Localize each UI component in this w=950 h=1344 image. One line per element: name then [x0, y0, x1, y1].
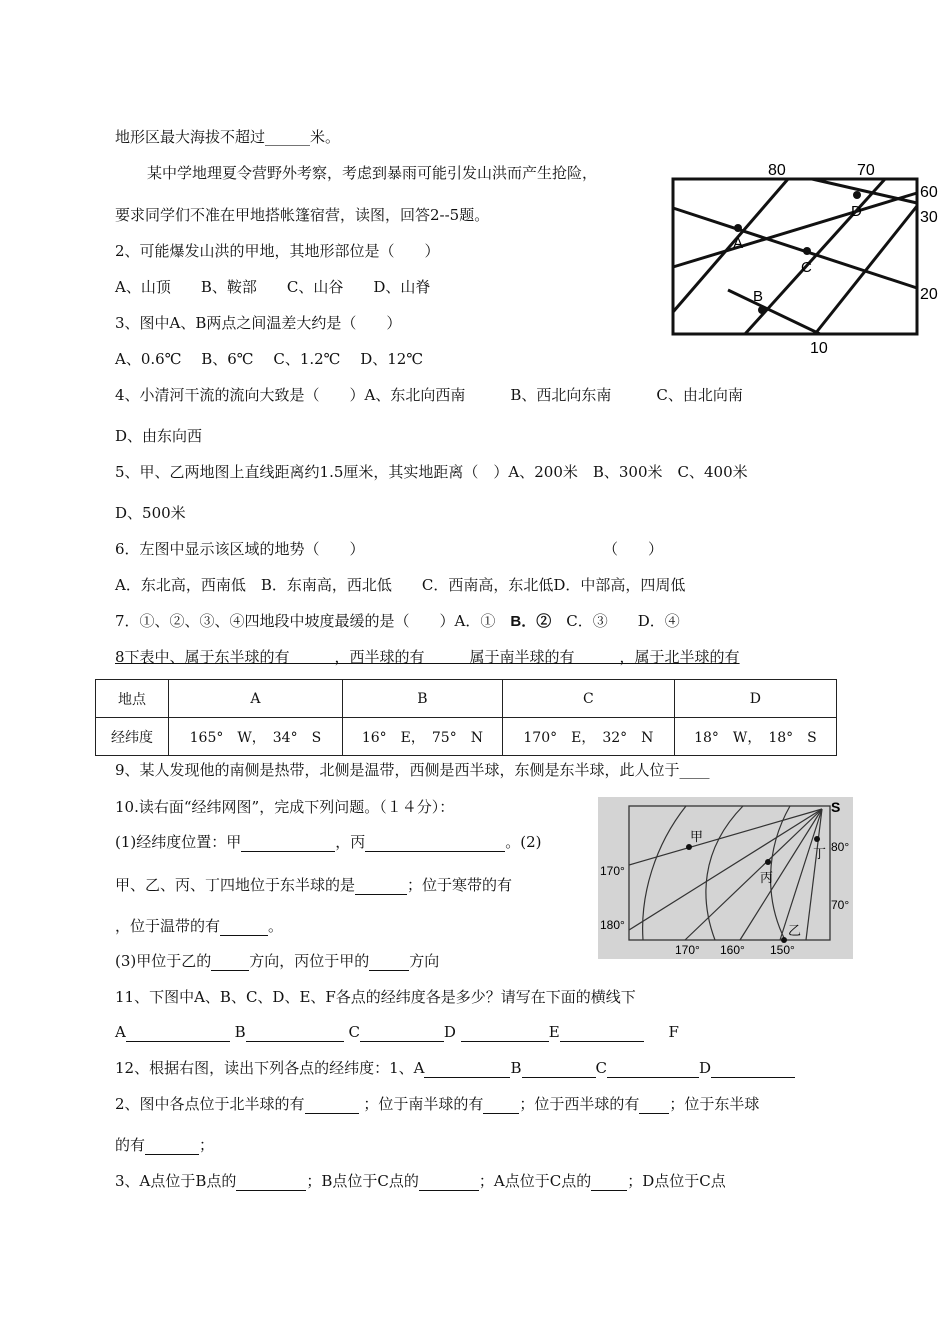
contour-line: [673, 208, 917, 288]
label-bing: 丙: [760, 870, 774, 885]
answer-blank[interactable]: [365, 835, 505, 852]
answer-blank[interactable]: [607, 1061, 699, 1078]
table-cell: 170° E， 32° N: [502, 718, 674, 756]
q11-label: D: [443, 1023, 456, 1041]
label-a: A: [733, 235, 744, 252]
contour-line: [812, 179, 917, 203]
point-ding: [814, 836, 820, 842]
question-2: 2、可能爆发山洪的甲地，其地形部位是（ ）: [115, 242, 440, 260]
answer-blank[interactable]: [461, 1025, 549, 1042]
label-d: D: [851, 203, 862, 220]
q12-text: 12、根据右图，读出下列各点的经纬度：1、A: [115, 1059, 425, 1077]
question-5-cont: D、500米: [115, 504, 186, 522]
q10-text: ；位于寒带的有: [407, 876, 513, 894]
label-c: C: [801, 259, 812, 276]
question-9: 9、某人发现他的南侧是热带，北侧是温带，西侧是西半球，东侧是东半球，此人位于____: [115, 761, 710, 779]
point-jia: [686, 844, 692, 850]
table-header-coord: 经纬度: [96, 718, 169, 756]
contour-line: [815, 206, 917, 334]
question-12-3: [115, 1171, 726, 1191]
answer-blank[interactable]: [369, 954, 409, 971]
q10-text: 。: [268, 917, 284, 935]
q11-label: C: [348, 1023, 360, 1041]
q12-text: ；位于东半球: [669, 1095, 760, 1113]
answer-blank[interactable]: [360, 1025, 444, 1042]
q10-text: (1)经纬度位置：甲: [115, 833, 242, 851]
contour-line: [673, 193, 917, 267]
question-6: 6．左图中显示该区域的地势（ ）: [115, 540, 365, 558]
q11-label: F: [668, 1023, 679, 1041]
q10-text: 方向，丙位于甲的: [249, 952, 370, 970]
answer-blank[interactable]: [145, 1138, 199, 1155]
table-header-place: 地点: [96, 680, 169, 718]
label-80: 80: [768, 162, 786, 179]
question-3: 3、图中A、B两点之间温差大约是（ ）: [115, 314, 402, 332]
label-70deg: 70°: [831, 898, 850, 912]
q12-text: ；位于西半球的有: [519, 1095, 640, 1113]
q10-text: 方向: [409, 952, 440, 970]
q12-text: ；B点位于C点的: [306, 1172, 419, 1190]
answer-blank[interactable]: [711, 1061, 795, 1078]
q10-text: ，位于温带的有: [115, 917, 221, 935]
question-12: [115, 1058, 795, 1078]
point-bing: [765, 859, 771, 865]
table-col-b: B: [342, 680, 502, 718]
q12-label: B: [510, 1059, 522, 1077]
point-a: [734, 224, 742, 232]
table-col-c: C: [502, 680, 674, 718]
question-10-1: [115, 832, 542, 852]
label-150: 150°: [770, 943, 795, 957]
label-170-bottom: 170°: [675, 943, 700, 957]
answer-blank[interactable]: [355, 878, 407, 895]
label-80deg: 80°: [831, 840, 850, 854]
answer-blank[interactable]: [126, 1025, 230, 1042]
answer-blank[interactable]: [591, 1174, 627, 1191]
coordinates-table: [95, 679, 837, 756]
label-160: 160°: [720, 943, 745, 957]
label-b: B: [753, 288, 764, 305]
label-ding: 丁: [813, 846, 827, 861]
q12-label: D: [698, 1059, 712, 1077]
text-line: 要求同学们不准在甲地搭帐篷宿营，读图，回答2--5题。: [115, 206, 490, 224]
text-line: 某中学地理夏令营野外考察，考虑到暴雨可能引发山洪而产生抢险，: [147, 164, 598, 182]
q12-label: C: [595, 1059, 607, 1077]
label-10: 10: [810, 340, 828, 357]
q12-text: 3、A点位于B点的: [115, 1172, 237, 1190]
q11-label: E: [548, 1023, 560, 1041]
q12-text: ；A点位于C点的: [478, 1172, 592, 1190]
label-170-left: 170°: [600, 864, 625, 878]
table-cell: 165° W， 34° S: [169, 718, 343, 756]
label-s: S: [831, 799, 841, 815]
point-d: [853, 191, 861, 199]
q12-text: ；D点位于C点: [627, 1172, 726, 1190]
lat-long-grid: [598, 797, 853, 959]
q11-label: A: [115, 1023, 126, 1041]
table-cell: 18° W， 18° S: [674, 718, 836, 756]
q12-text: ；: [199, 1136, 215, 1154]
q12-text: 的有: [115, 1136, 146, 1154]
question-10-2b: [115, 916, 283, 936]
answer-blank[interactable]: [560, 1025, 644, 1042]
q10-text: 。(2): [505, 833, 542, 851]
answer-blank[interactable]: [236, 1174, 306, 1191]
q10-text: 甲、乙、丙、丁四地位于东半球的是: [115, 876, 356, 894]
answer-blank[interactable]: [220, 919, 268, 936]
point-c: [803, 247, 811, 255]
question-10-2: [115, 875, 512, 895]
answer-blank[interactable]: [522, 1061, 596, 1078]
text-line: 地形区最大海拔不超过______米。: [115, 128, 341, 146]
question-7-b: B．②: [510, 613, 552, 630]
answer-blank[interactable]: [305, 1097, 359, 1114]
question-12-2: [115, 1094, 759, 1114]
label-180: 180°: [600, 918, 625, 932]
label-20: 20: [920, 286, 938, 303]
question-10: 10.读右面“经纬网图”，完成下列问题。（１４分）：: [115, 798, 455, 816]
label-jia: 甲: [690, 829, 704, 844]
question-7-text: 7．①、②、③、④四地段中坡度最缓的是（ ）A．①: [115, 612, 511, 630]
question-7: [115, 611, 680, 632]
question-4: 4、小清河干流的流向大致是（ ）A、东北向西南 B、西北向东南 C、由北向南: [115, 386, 743, 404]
answer-blank[interactable]: [419, 1174, 479, 1191]
q11-label: B: [234, 1023, 246, 1041]
question-11-blanks: [115, 1022, 679, 1042]
answer-blank[interactable]: [241, 835, 335, 852]
answer-blank[interactable]: [424, 1061, 510, 1078]
question-6-options: A．东北高，西南低 B．东南高，西北低 C．西南高，东北低D．中部高，四周低: [115, 576, 686, 594]
q12-text: ；位于南半球的有: [363, 1095, 484, 1113]
answer-blank[interactable]: [246, 1025, 344, 1042]
question-4-cont: D、由东向西: [115, 427, 203, 445]
question-12-2b: [115, 1135, 214, 1155]
table-col-d: D: [674, 680, 836, 718]
question-6-paren: （ ）: [603, 540, 664, 558]
question-8: 8下表中、属于东半球的有 ，西半球的有 属于南半球的有 ，属于北半球的有: [115, 648, 740, 666]
answer-blank[interactable]: [211, 954, 249, 971]
question-10-3: [115, 951, 439, 971]
contour-diagram: [660, 155, 950, 360]
label-60: 60: [920, 184, 938, 201]
answer-blank[interactable]: [483, 1097, 519, 1114]
answer-blank[interactable]: [639, 1097, 669, 1114]
q10-text: (3)甲位于乙的: [115, 952, 212, 970]
question-11: 11、下图中A、B、C、D、E、F各点的经纬度各是多少？请写在下面的横线下: [115, 988, 636, 1006]
label-30: 30: [920, 209, 938, 226]
contour-line: [728, 290, 820, 334]
point-b: [758, 306, 766, 314]
question-7-rest: C．③ D．④: [551, 612, 680, 630]
table-col-a: A: [169, 680, 343, 718]
question-5: 5、甲、乙两地图上直线距离约1.5厘米，其实地距离（ ）A、200米 B、300米 C、400米: [115, 463, 748, 481]
label-yi: 乙: [788, 923, 802, 938]
label-70: 70: [857, 162, 875, 179]
q12-text: 2、图中各点位于北半球的有: [115, 1095, 305, 1113]
question-2-options: A、山顶 B、鞍部 C、山谷 D、山脊: [115, 278, 431, 296]
question-3-options: A、0.6℃ B、6℃ C、1.2℃ D、12℃: [115, 350, 424, 368]
q10-text: ，丙: [335, 833, 366, 851]
table-cell: 16° E， 75° N: [342, 718, 502, 756]
